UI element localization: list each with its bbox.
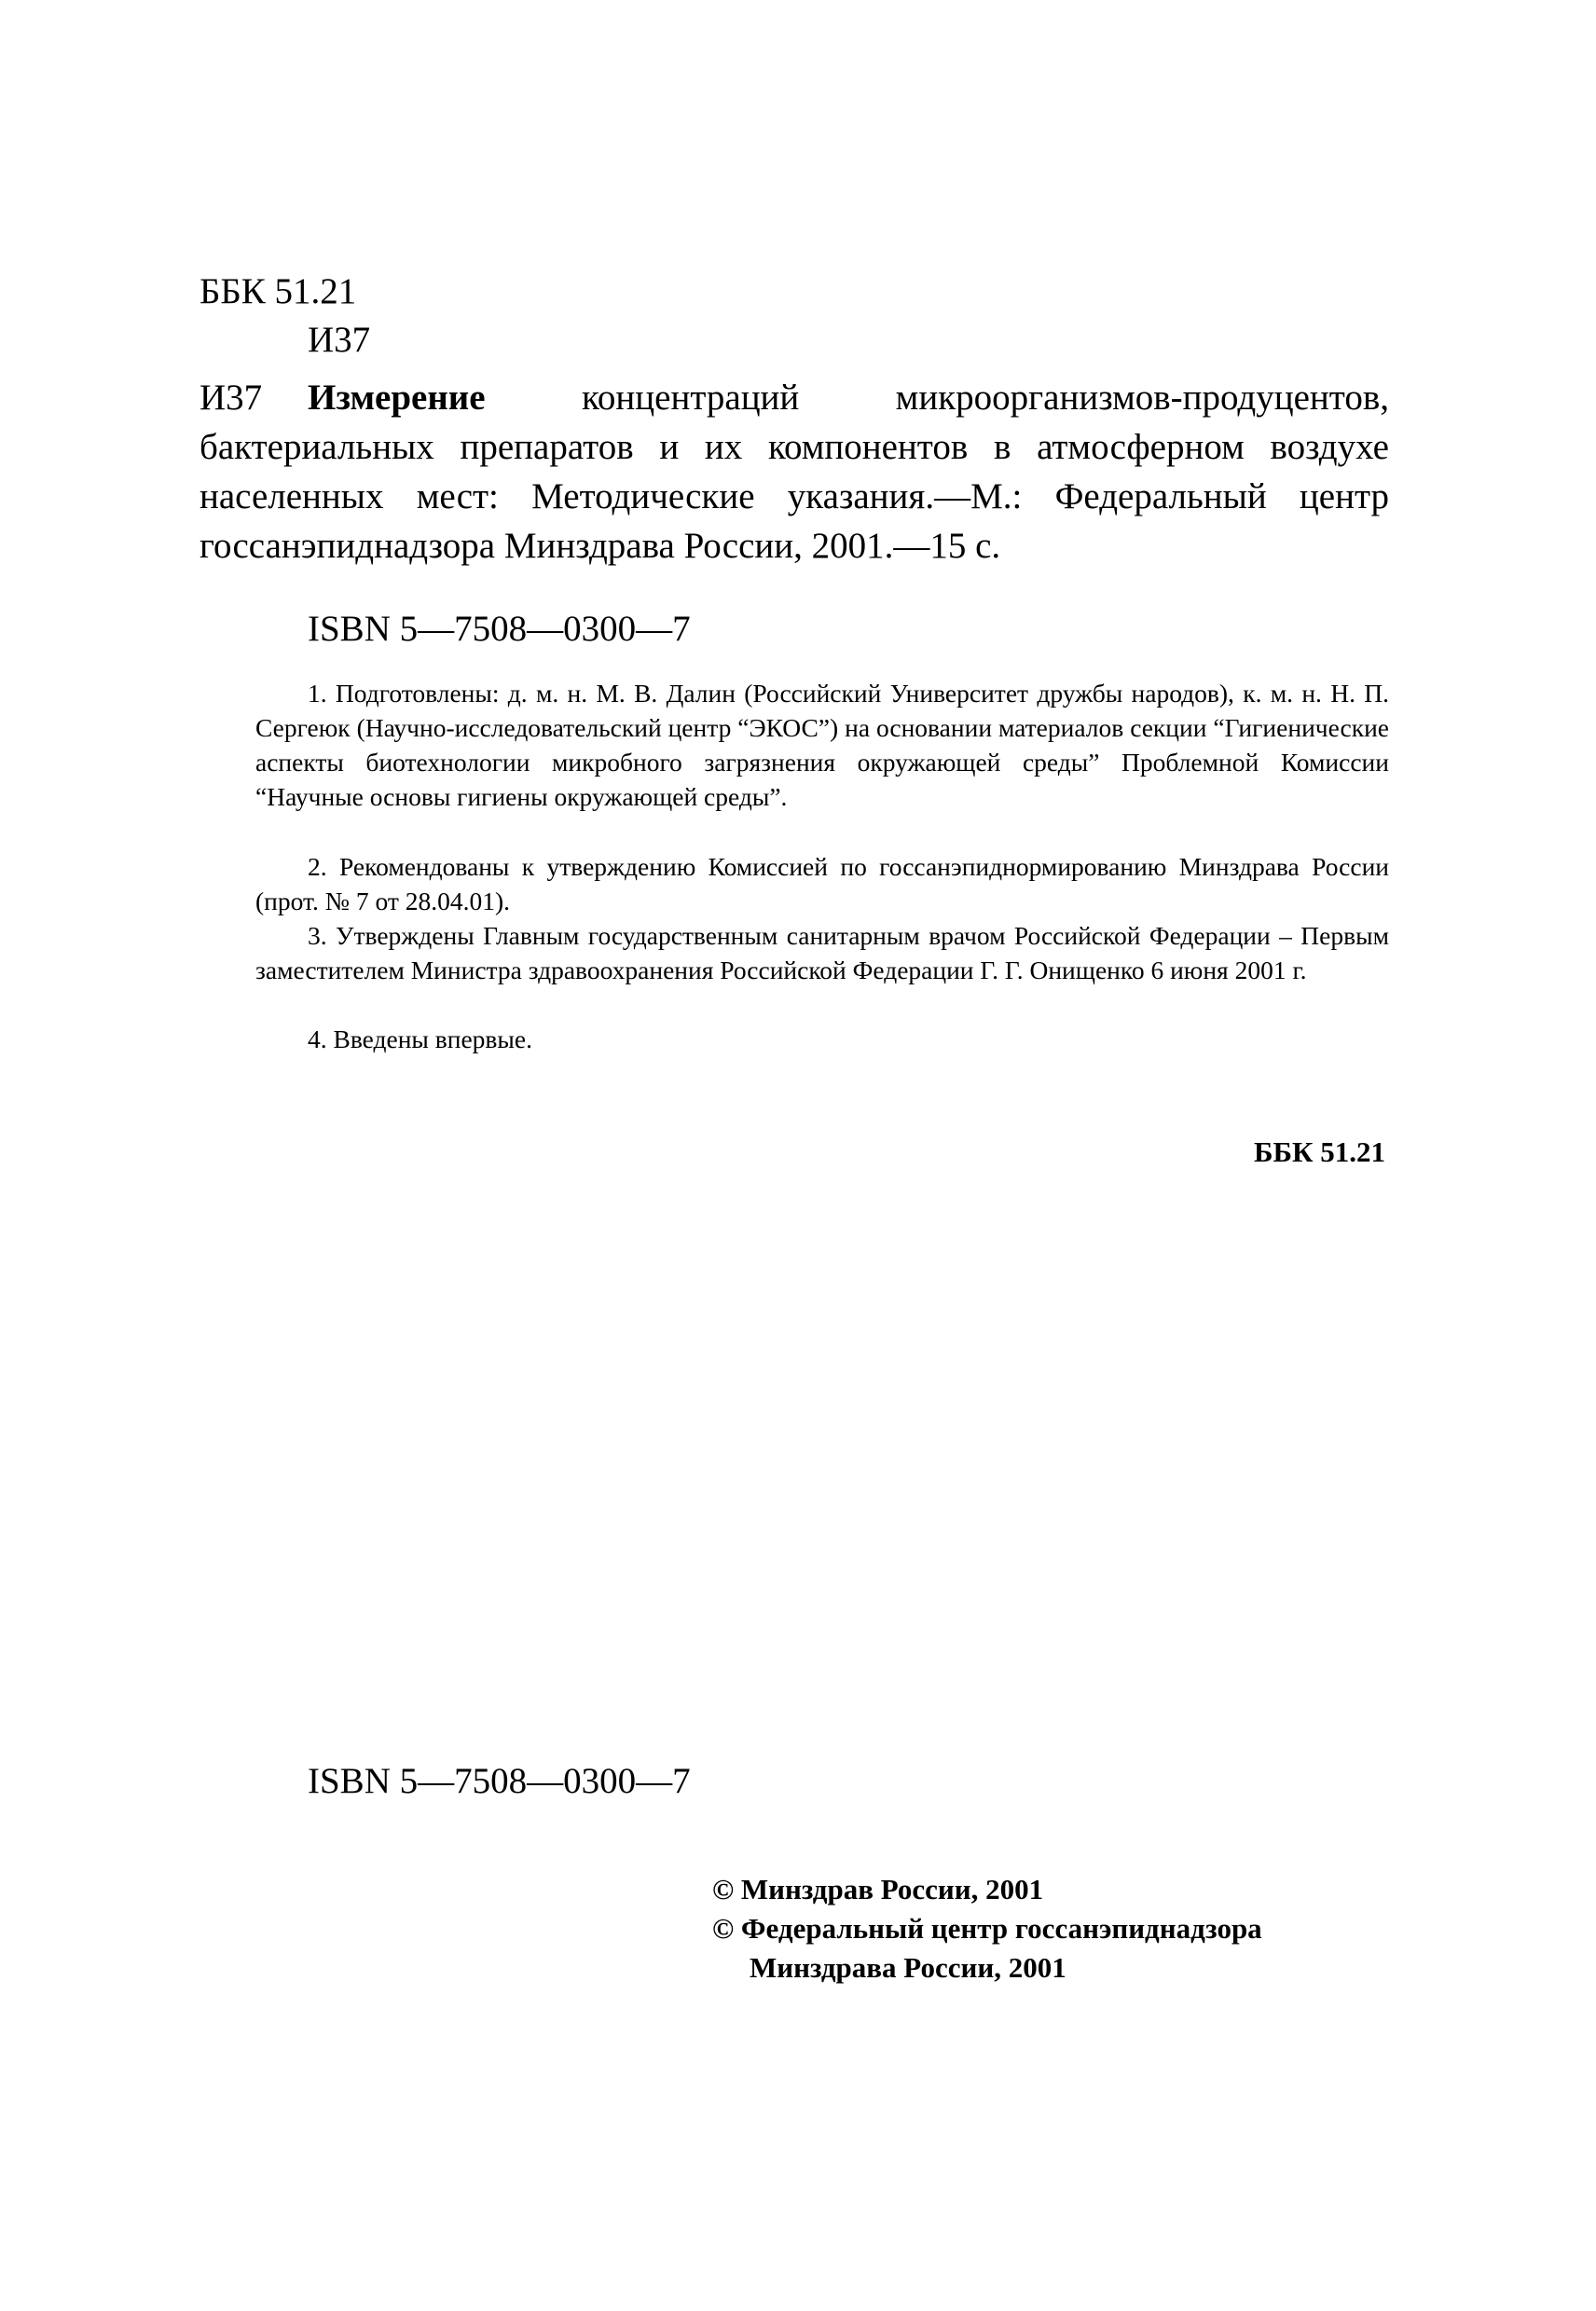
entry-title-word: Измерение xyxy=(308,378,486,418)
isbn-bottom: ISBN 5—7508—0300—7 xyxy=(308,1761,691,1801)
bbk-code: ББК 51.21 xyxy=(200,271,357,311)
entry-text: концентраций микроорганизмов-продуцентов, бактериальных препаратов и их компонентов в атмосферном воздухе населенных мест: Методические указания.—М.: Федеральный центр госсанэпиднадзора Минздрава России, 2001.—15 с. xyxy=(200,378,1389,566)
copyright-line-2: © Федеральный центр госсанэпиднадзора xyxy=(712,1912,1262,1945)
bbk-code-right: ББК 51.21 xyxy=(1254,1135,1385,1168)
note-item-2: 2. Рекомендованы к утверждению Комиссией по госсанэпиднормированию Минздрава России (прот. № 7 от 28.04.01). xyxy=(255,852,1389,915)
copyright-line-3: Минздрава России, 2001 xyxy=(750,1951,1066,1984)
bibliographic-entry xyxy=(200,373,1389,571)
copyright-line-1: © Минздрав России, 2001 xyxy=(712,1873,1044,1905)
note-item-4: 4. Введены впервые. xyxy=(308,1025,532,1053)
isbn-top: ISBN 5—7508—0300—7 xyxy=(308,609,691,649)
author-sign: И37 xyxy=(308,320,371,360)
entry-code: И37 xyxy=(200,378,263,418)
note-item-3: 3. Утверждены Главным государственным санитарным врачом Российской Федерации – Первым заместителем Министра здравоохранения Российской Федерации Г. Г. Онищенко 6 июня 2001 г. xyxy=(255,921,1389,984)
note-item-1: 1. Подготовлены: д. м. н. М. В. Далин (Российский Университет дружбы народов), к. м. н. Н. П. Сергеюк (Научно-исследовательский центр “ЭКОС”) на основании материалов секции “Гигиенические аспекты биотехнологии микробного загрязнения окружающей среды” Проблемной Комиссии “Научные основы гигиены окружающей среды”. xyxy=(255,679,1389,811)
copyright-block xyxy=(712,1870,1262,1988)
